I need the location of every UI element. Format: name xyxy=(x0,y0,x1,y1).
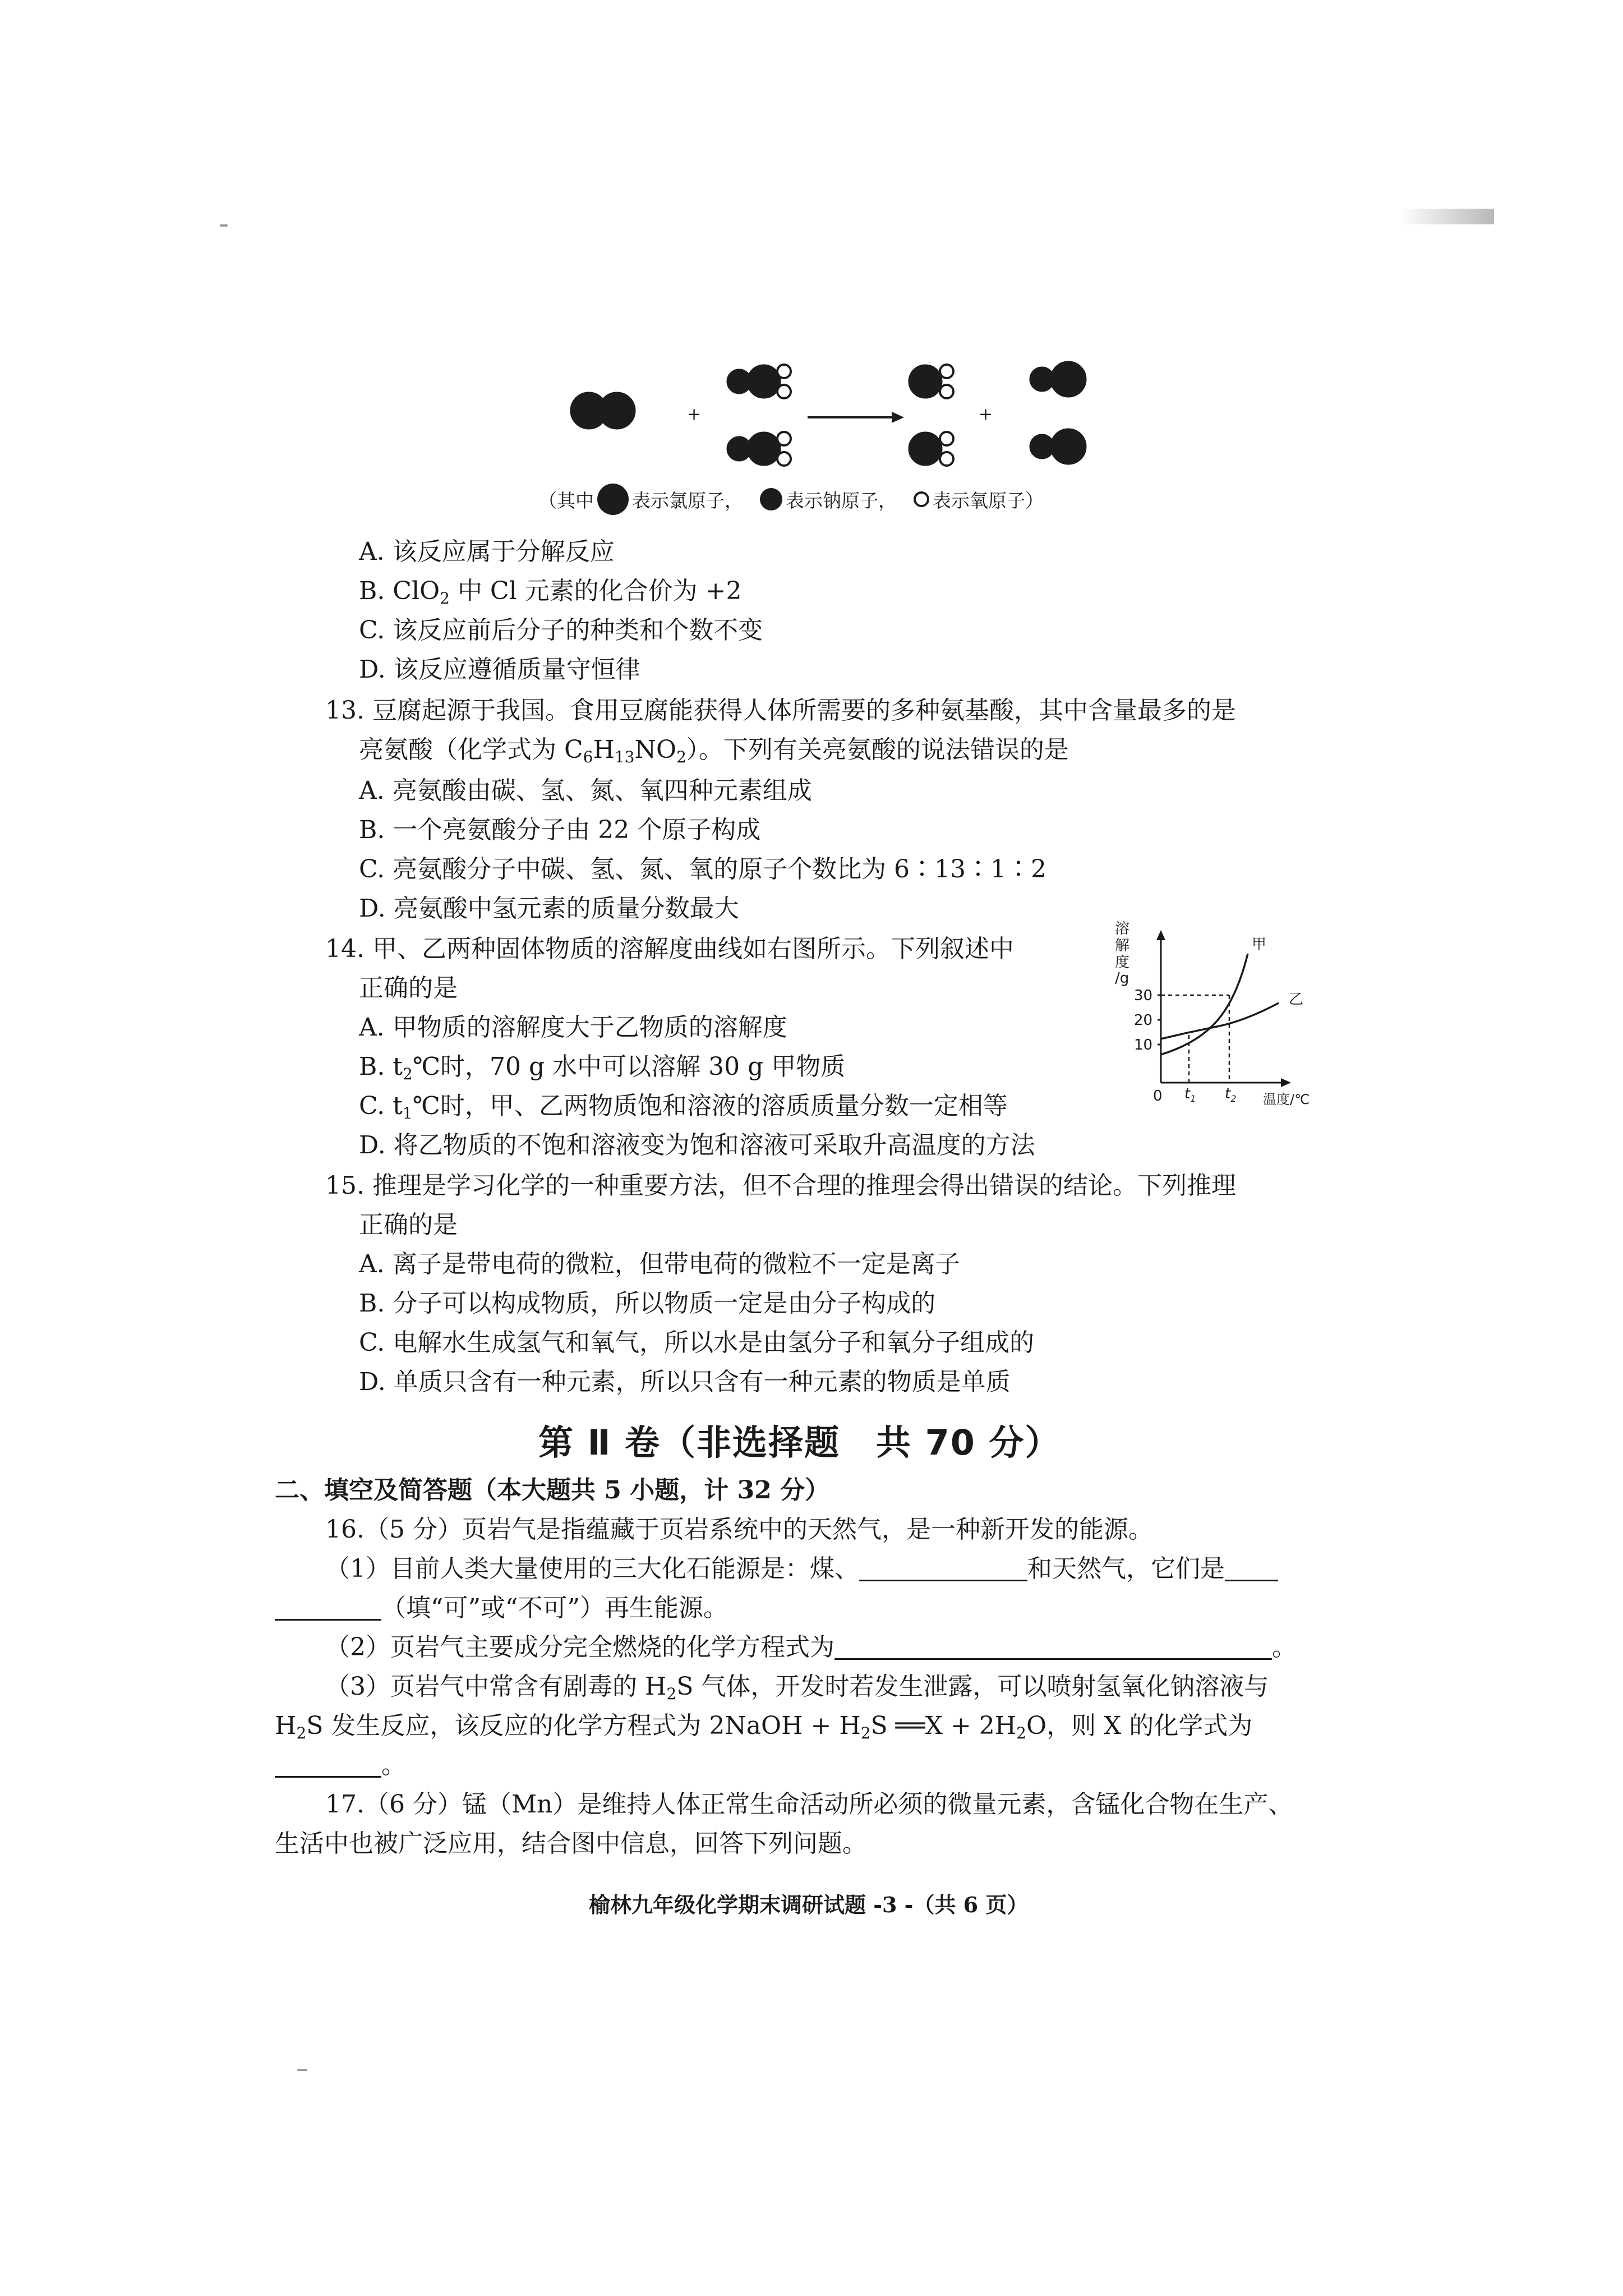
t2-label: $t_2$ xyxy=(1225,1085,1237,1104)
answer-blank[interactable] xyxy=(275,1754,381,1778)
reaction-diagram xyxy=(561,348,1178,494)
y-tick-20: 20 xyxy=(1134,1012,1153,1029)
q13-stem: 13. 豆腐起源于我国。食用豆腐能获得人体所需要的多种氨基酸，其中含量最多的是 xyxy=(325,696,1236,725)
oxygen-atom xyxy=(777,432,791,445)
q12-option-d: D. 该反应遵循质量守恒律 xyxy=(359,655,640,684)
y-label-4: /g xyxy=(1115,970,1129,987)
solubility-graph xyxy=(1099,920,1340,1105)
q16-sub-3: （3）页岩气中常含有剧毒的 $H_2S$ 气体，开发时若发生泄露，可以喷射氢氧化钠溶液与 xyxy=(325,1672,1269,1703)
q13-option-b: B. 一个亮氨酸分子由 22 个原子构成 xyxy=(359,816,761,844)
q13-option-d: D. 亮氨酸中氢元素的质量分数最大 xyxy=(359,894,739,923)
legend-oxygen: 表示氧原子） xyxy=(933,489,1044,512)
q16-sub-2: （2）页岩气主要成分完全燃烧的化学方程式为 。 xyxy=(325,1633,1297,1662)
oxygen-atom xyxy=(940,365,953,378)
q13-stem-formula: 亮氨酸（化学式为 $C_6H_{13}NO_2$）。下列有关亮氨酸的说法错误的是 xyxy=(359,735,1069,766)
page-footer: 榆林九年级化学期末调研试题 -3 -（共 6 页） xyxy=(589,1892,1029,1917)
plus-sign: + xyxy=(687,404,702,424)
curve-yi-label: 乙 xyxy=(1289,991,1304,1008)
q14-option-a: A. 甲物质的溶解度大于乙物质的溶解度 xyxy=(359,1013,787,1042)
q17-stem-2: 生活中也被广泛应用，结合图中信息，回答下列问题。 xyxy=(275,1829,867,1858)
origin-label: 0 xyxy=(1153,1088,1163,1105)
q15-stem-2: 正确的是 xyxy=(359,1211,458,1239)
q16-stem: 16.（5 分）页岩气是指蕴藏于页岩系统中的天然气，是一种新开发的能源。 xyxy=(325,1515,1153,1544)
sodium-legend-icon xyxy=(760,488,782,510)
legend-prefix: （其中 xyxy=(538,489,594,512)
q15-option-d: D. 单质只含有一种元素，所以只含有一种元素的物质是单质 xyxy=(359,1368,1011,1396)
answer-blank[interactable] xyxy=(834,1636,1272,1660)
q12-option-a: A. 该反应属于分解反应 xyxy=(359,537,615,566)
reaction-legend xyxy=(538,484,1166,515)
q15-stem: 15. 推理是学习化学的一种重要方法，但不合理的推理会得出错误的结论。下列推理 xyxy=(325,1171,1236,1200)
scan-speck xyxy=(297,2069,307,2071)
chlorine-atom xyxy=(909,432,942,466)
oxygen-legend-icon xyxy=(914,491,929,507)
curve-jia xyxy=(1161,954,1248,1055)
chlorine-atom xyxy=(598,392,635,429)
q13-option-c: C. 亮氨酸分子中碳、氢、氮、氧的原子个数比为 6∶13∶1∶2 xyxy=(359,855,1047,884)
chlorine-atom xyxy=(747,432,781,466)
y-label-2: 解 xyxy=(1115,937,1130,954)
y-tick-10: 10 xyxy=(1134,1037,1153,1053)
part-2-heading: 二、填空及简答题（本大题共 5 小题，计 32 分） xyxy=(275,1476,830,1504)
q15-option-b: B. 分子可以构成物质，所以物质一定是由分子构成的 xyxy=(359,1289,936,1318)
scan-shadow xyxy=(1399,209,1494,224)
answer-blank[interactable] xyxy=(275,1596,381,1621)
scan-speck xyxy=(220,224,228,227)
answer-blank[interactable] xyxy=(1225,1557,1278,1581)
oxygen-atom xyxy=(777,452,791,466)
curve-yi xyxy=(1161,1003,1279,1039)
arrow-head xyxy=(892,412,904,423)
y-label-1: 溶 xyxy=(1115,921,1130,937)
y-label-3: 度 xyxy=(1115,954,1130,971)
chlorine-legend-icon xyxy=(597,484,629,515)
legend-chlorine: 表示氯原子， xyxy=(632,489,743,512)
oxygen-atom xyxy=(940,432,953,445)
chlorine-atom xyxy=(747,365,781,398)
q15-option-a: A. 离子是带电荷的微粒，但带电荷的微粒不一定是离子 xyxy=(359,1250,960,1278)
chlorine-atom xyxy=(909,365,942,398)
q13-option-a: A. 亮氨酸由碳、氢、氮、氧四种元素组成 xyxy=(359,776,812,805)
x-axis-arrow xyxy=(1281,1078,1291,1087)
y-tick-30: 30 xyxy=(1134,987,1153,1004)
q14-option-c: C. $t_1℃$时，甲、乙两物质饱和溶液的溶质质量分数一定相等 xyxy=(359,1092,1008,1122)
curve-jia-label: 甲 xyxy=(1252,936,1267,953)
x-axis-label: 温度/℃ xyxy=(1263,1092,1310,1105)
q14-stem-2: 正确的是 xyxy=(359,974,458,1002)
oxygen-atom xyxy=(777,385,791,398)
q14-option-d: D. 将乙物质的不饱和溶液变为饱和溶液可采取升高温度的方法 xyxy=(359,1131,1035,1159)
q16-sub-3-answer: 。 xyxy=(275,1753,406,1778)
oxygen-atom xyxy=(940,452,953,466)
q17-stem: 17.（6 分）锰（Mn）是维持人体正常生命活动所必须的微量元素，含锰化合物在生产、 xyxy=(325,1790,1293,1819)
chlorine-atom xyxy=(1050,361,1086,397)
chlorine-atom xyxy=(1050,429,1086,464)
q12-option-c: C. 该反应前后分子的种类和个数不变 xyxy=(359,616,763,645)
oxygen-atom xyxy=(777,365,791,378)
section-2-title: 第 Ⅱ 卷（非选择题 共 70 分） xyxy=(538,1422,1061,1463)
legend-sodium: 表示钠原子， xyxy=(786,489,897,512)
q15-option-c: C. 电解水生成氢气和氧气，所以水是由氢分子和氧分子组成的 xyxy=(359,1328,1035,1357)
plus-sign: + xyxy=(979,404,993,424)
q16-sub-3-equation: $H_2S$ 发生反应，该反应的化学方程式为 2NaOH + $H_2S$ ══X + $2H_2O$，则 X 的化学式为 xyxy=(275,1711,1253,1742)
t1-label: $t_1$ xyxy=(1184,1085,1196,1104)
q16-sub-1: （1）目前人类大量使用的三大化石能源是：煤、 和天然气，它们是 xyxy=(325,1557,1278,1581)
y-axis-arrow xyxy=(1156,930,1165,940)
q14-stem: 14. 甲、乙两种固体物质的溶解度曲线如右图所示。下列叙述中 xyxy=(325,935,1014,963)
q14-option-b: B. $t_2℃$时，70 g 水中可以溶解 30 g 甲物质 xyxy=(359,1052,846,1083)
q16-sub-1-cont: （填“可”或“不可”）再生能源。 xyxy=(275,1596,728,1621)
oxygen-atom xyxy=(940,385,953,398)
answer-blank[interactable] xyxy=(859,1557,1027,1581)
q12-option-b: B. ClO$_2$ 中 Cl 元素的化合价为 +2 xyxy=(359,577,742,608)
